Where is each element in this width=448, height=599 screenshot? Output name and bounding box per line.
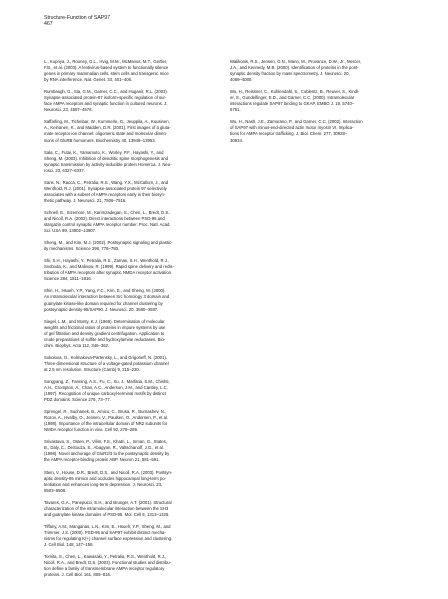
- reference-line: characterization of the intramolecular interaction between the SH3: [44, 505, 169, 511]
- reference-line: weights and frictional ratios of proteins in impure systems by use: [44, 324, 166, 330]
- reference-line: 5751.: [230, 107, 241, 113]
- reference-line: tribution of AMPA receptors after synaptic NMDA receptor activation.: [44, 270, 173, 276]
- reference-line: by RNA interference. Nat. Genet. 33, 401–406.: [44, 77, 133, 83]
- reference-line: and guanylate kinase domains of PSD-95. Mol. Cell 8, 1313–1325.: [44, 511, 170, 517]
- reference-entry: [44, 180, 222, 204]
- reference-line: mate receptor ion channel: oligomeric state and molecular dimen-: [44, 131, 168, 137]
- reference-line: thetic pathway. J. Neurosci. 21, 7506–7516.: [44, 197, 127, 203]
- running-header: [44, 15, 110, 28]
- reference-line: Three-dimensional structure of a voltage-gated potassium channel: [44, 360, 169, 366]
- reference-line: A., Keinanen, K., and Madden, D.R. (2001). First images of a gluta-: [44, 125, 171, 131]
- reference-line: 4069–4080.: [230, 77, 253, 83]
- reference-line: Songyang, Z., Fanning, A.S., Fu, C., Xu, J., Marfatia, S.M., Chishti,: [44, 378, 170, 384]
- reference-line: (1998). Importance of the intracellular domain of NR2 subunits for: [44, 421, 168, 427]
- reference-line: (1997). Recognition of unique carboxyl-terminal motifs by distinct: [44, 391, 166, 397]
- references-left-column: [44, 59, 222, 584]
- reference-entry: [44, 439, 222, 463]
- reference-entry: [44, 524, 222, 548]
- reference-line: Wenthold, R.J. (2001). Synapse-associated protein 97 selectively: [44, 185, 167, 191]
- reference-line: Wu, H., Reissner, C., Kuhlendahl, S., Coblentz, B., Reuver, S., Kindl-: [230, 89, 360, 95]
- reference-line: er, S., Gundelfinger, E.D., and Garner, C.C. (2000). Intramolecular: [230, 95, 355, 101]
- reference-line: crude preparations of sulfite and hydroxylamine reductases. Bio-: [44, 336, 166, 342]
- journal-running-title: Structure-Function of SAP97: [44, 15, 111, 21]
- reference-line: sions of GluRB homomers. Biochemistry 40, 13948–13953.: [44, 137, 156, 143]
- reference-line: interactions regulate SAP97 binding to GKAP. EMBO J. 19, 5740–: [230, 101, 355, 107]
- reference-line: Synapse-associated protein-97 isoform-specific regulation of sur-: [44, 95, 167, 101]
- reference-line: the AMPA receptor-binding protein ABP. Neuron 21, 581–591.: [44, 457, 160, 463]
- reference-entry: [44, 89, 222, 113]
- reference-line: synaptic density fraction by mass spectrometry. J. Neurosci. 20,: [230, 71, 350, 77]
- reference-line: Srivastava, S., Osten, P., Vilim, F.S., Khatri, L., Inman, G., States,: [44, 439, 167, 445]
- reference-line: at 2.5 nm resolution. Structure (Camb) 9, 215–220.: [44, 366, 140, 372]
- reference-entry: [44, 409, 222, 433]
- reference-line: Schnell, E., Sizemore, M., Karimzadegan, S., Chen, L., Bredt, D.S.,: [44, 209, 171, 215]
- reference-line: 5503–5506.: [44, 487, 67, 493]
- reference-line: Tiffany, A.M., Manganas, L.N., Kim, E., Hsueh, Y.P., Sheng, M., and: [44, 523, 171, 529]
- reference-line: (1998). Novel anchorage of GluR2/3 to the postsynaptic density by: [44, 451, 170, 457]
- reference-line: Tavares, G.A., Panepucci, E.H., and Brunger, A.T. (2001). Structural: [44, 499, 172, 505]
- reference-line: tentiation and enhances long-term depression. J. Neurosci. 23,: [44, 481, 163, 487]
- reference-line: of gel filtration and density gradient centrifugation. Application to: [44, 330, 165, 336]
- reference-line: A.H., Crompton, A., Chan, A.C., Anderson, J.M., and Cantley, L.C.: [44, 385, 168, 391]
- reference-entry: [44, 240, 222, 252]
- reference-line: Tomita, S., Chen, L., Kawasaki, Y., Petralia, R.S., Wenthold, R.J.,: [44, 554, 167, 560]
- reference-entry: [230, 119, 408, 143]
- reference-line: J.A., and Kennedy, M.B. (2000). Identification of proteins in the post-: [230, 65, 359, 71]
- reference-line: Sokolova, O., Kolmakova-Partensky, L., and Grigorieff, N. (2001).: [44, 354, 167, 360]
- reference-line: Nicoll, R.A., and Bredt, D.S. (2003). Functional studies and distribu-: [44, 560, 172, 566]
- reference-line: proteins. J. Cell Biol. 161, 805–816.: [44, 572, 112, 578]
- reference-line: B., Daly, C., DeSouza, S., Abagyan, R., Valtschanoff, J.G., et al.: [44, 445, 165, 451]
- reference-entry: [44, 379, 222, 403]
- reference-entry: [230, 89, 408, 113]
- reference-entry: [230, 59, 408, 83]
- reference-line: Neurosci. 23, 4567–4576.: [44, 107, 93, 113]
- reference-line: synaptic transmission by activity-inducible protein Homer1a. J. Neu-: [44, 161, 172, 167]
- reference-line: Rozov, A., Hvalby, O., Jensen, V., Paulsen, O., Andersen, P., et al.: [44, 415, 169, 421]
- reference-entry: [44, 119, 222, 143]
- reference-line: Siegel, L.M., and Monty, K.J. (1966). Determination of molecular: [44, 318, 165, 324]
- reference-line: Svoboda, K., and Malinow, R. (1999). Rapid spine delivery and redis-: [44, 264, 174, 270]
- reference-line: rosci. 23, 6327–6337.: [44, 167, 85, 173]
- reference-line: genes in primary mammalian cells, stem cells and transgenic mice: [44, 71, 169, 77]
- reference-line: Shi, S.H., Hayashi, Y., Petralia, R.S., Zaman, S.H., Wenthold, R.J.,: [44, 258, 170, 264]
- reference-line: Trimmer, J.S. (2000). PSD-95 and SAP97 exhibit distinct mecha-: [44, 529, 166, 535]
- page-number: 467: [44, 21, 53, 28]
- reference-line: Shin, H., Hsueh, Y.P., Yang, F.C., Kim, E., and Sheng, M. (2000).: [44, 288, 166, 294]
- reference-line: An intramolecular interaction between Src homology 3 domain and: [44, 294, 170, 300]
- reference-entry: [44, 288, 222, 312]
- reference-line: nisms for regulating K(+) channel surface expression and clustering.: [44, 535, 173, 541]
- reference-line: ity mechanisms. Science 298, 776–780.: [44, 246, 120, 252]
- reference-line: tions for AMPA receptor trafficking. J. Biol. Chem. 277, 30928–: [230, 131, 348, 137]
- reference-line: J. Cell Biol. 148, 147–158.: [44, 542, 94, 547]
- reference-entry: [44, 59, 222, 83]
- reference-line: aptic density-95 mimics and occludes hippocampal long-term po-: [44, 475, 167, 481]
- reference-line: postsynaptic density-95/SAP90. J. Neurosci. 20, 3580–3587.: [44, 306, 159, 312]
- reference-entry: [44, 470, 222, 494]
- reference-line: Sheng, M. (2003). Inhibition of dendritic spine morphogenesis and: [44, 155, 169, 161]
- reference-line: NMDA receptor function in vivo. Cell 92, 279–289.: [44, 427, 139, 433]
- reference-line: Wu, H., Nash, J.E., Zamorano, P., and Garner, C.C. (2002). Interaction: [230, 119, 363, 125]
- reference-line: F.B., et al. (2003). A lentivirus-based system to functionally silence: [44, 65, 169, 71]
- reference-line: Sans, N., Racca, C., Petralia, R.S., Wang, Y.X., McCallum, J., and: [44, 179, 169, 185]
- reference-line: Rumbaugh, G., Sia, G.M., Garner, C.C., and Huganir, R.L. (2003).: [44, 89, 169, 95]
- reference-entry: [44, 355, 222, 373]
- reference-line: Sheng, M., and Kim, M.J. (2002). Postsynaptic signaling and plastic-: [44, 240, 173, 246]
- reference-entry: [44, 500, 222, 518]
- reference-entry: [44, 210, 222, 234]
- reference-line: Walikonis, R.S., Jensen, O.N., Mann, M., Provance, D.W., Jr., Mercer,: [230, 59, 362, 64]
- reference-line: L., Kopriya, J., Rooney, G.L., Hvig, M.M., McManus, M.T., Gertler,: [44, 59, 168, 64]
- reference-line: stargazin control synaptic AMPA receptor number. Proc. Natl. Acad.: [44, 222, 171, 228]
- reference-line: Sci. USA 99, 13902–13907.: [44, 228, 97, 234]
- reference-entry: [44, 319, 222, 349]
- reference-line: associates with a subset of AMPA receptors early in their biosyn-: [44, 191, 166, 197]
- reference-line: Saffarling, M., Tichelaar, W., Kummerle, G., Jeuppila, A., Kuusinen,: [44, 119, 170, 125]
- reference-line: chim. Biophys. Acta 112, 346–362.: [44, 342, 110, 348]
- reference-line: PDZ domains. Science 275, 73–77.: [44, 397, 111, 403]
- reference-line: and Nicoll, R.A. (2002). Direct interactions between PSD-95 and: [44, 215, 165, 221]
- reference-entry: [44, 258, 222, 282]
- reference-line: guanylate kinase-like domain required for channel clustering by: [44, 300, 163, 306]
- reference-line: face AMPA receptors and synaptic function in cultured neurons. J.: [44, 101, 168, 107]
- references-right-column: [230, 59, 408, 150]
- reference-line: 30934.: [230, 137, 243, 143]
- reference-line: Science 284, 1811–1816.: [44, 276, 92, 282]
- reference-line: Sprengel, R., Suchanek, B., Amico, C., Brusa, R., Burnashev, N.,: [44, 409, 167, 415]
- reference-line: Stein, V., House, D.R., Bredt, D.S., and Nicoll, R.A. (2003). Postsyn-: [44, 469, 173, 475]
- reference-line: tion define a family of transmembrane AMPA receptor regulatory: [44, 566, 165, 572]
- reference-line: of SAP97 with minus-end-directed actin motor myosin VI. Implica-: [230, 125, 354, 131]
- reference-entry: [44, 150, 222, 174]
- reference-entry: [44, 554, 222, 578]
- reference-line: Sala, C., Futai, K., Yamamoto, K., Worley, P.F., Hayashi, Y., and: [44, 149, 164, 155]
